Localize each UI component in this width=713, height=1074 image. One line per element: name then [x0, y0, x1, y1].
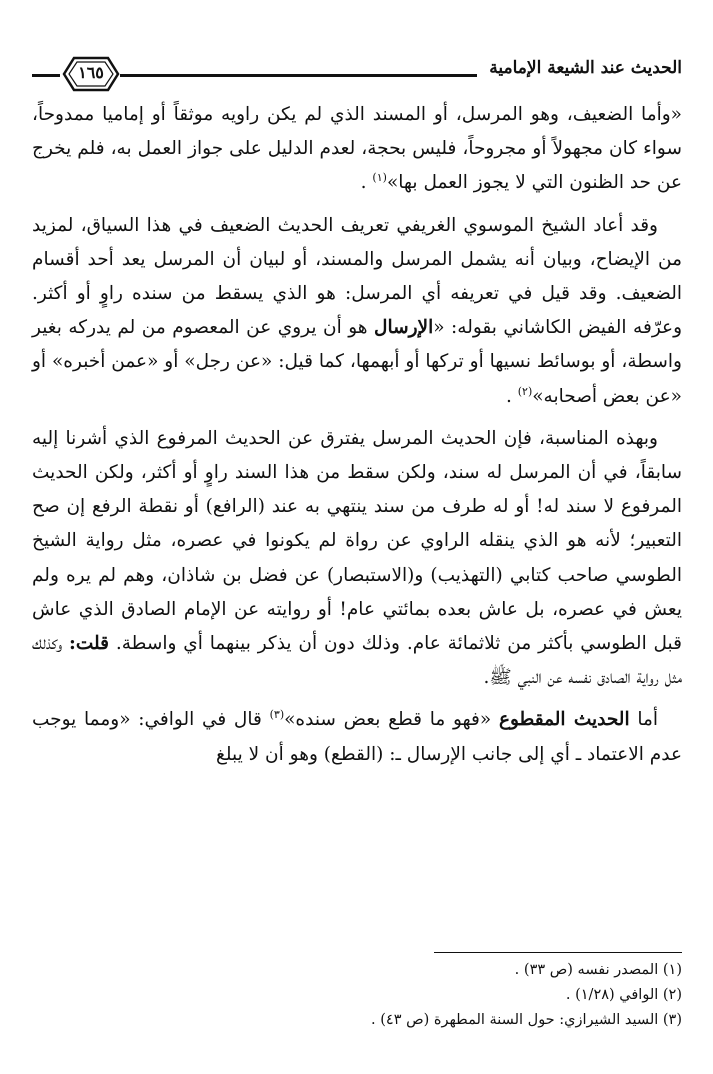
paragraph-text: وكذلك مثل رواية الصادق نفسه عن النبي ﷺ.	[32, 633, 682, 689]
footnote: (٢) الوافي (١/٢٨) .	[565, 987, 682, 1003]
paragraph-text: «فهو ما قطع بعض سنده»	[284, 709, 499, 731]
paragraph	[32, 209, 682, 414]
paragraph	[32, 422, 682, 696]
paragraph-text: وبهذه المناسبة، فإن الحديث المرسل يفترق عن الحديث المرفوع الذي أشرنا إليه سابقاً، في أن المرسل له سند، ولكن سقط من هذا السند راوٍ أو أكثر، ولكن الحديث المرفوع لا سند له! أو له طرف من سند ينتهي به عند (الرافع) أو نقطة الرفع إن صح التعبير؛ لأنه هو الذي ينقله الراوي عن رواة لم يكونوا في عصره، مثل رواية الشيخ الطوسي صاحب كتابي (التهذيب) و(الاستبصار) عن فضل بن شاذان، وهم لم يره ولم يعش في عصره، بل عاش بعده بمائتي عام! أو روايته عن الإمام الصادق الذي عاش قبل الطوسي بأكثر من ثلاثمائة عام. وذلك دون أن يذكر بينهما أي واسطة.	[32, 427, 682, 655]
paragraph-text: أما	[629, 709, 659, 731]
paragraph-text: وقد أعاد الشيخ الموسوي الغريفي تعريف الحديث الضعيف في هذا السياق، لمزيد من الإيضاح، وبيان أنه يشمل المرسل والمسند، أو لبيان أن المرسل يعد أحد أقسام الضعيف. وقد قيل في تعريفه أي المرسل: هو الذي يسقط من سنده راوٍ أو أكثر. وعرّفه الفيض الكاشاني بقوله: «	[32, 214, 682, 339]
header-rule	[120, 74, 477, 77]
footnote-marker: (٣)	[269, 708, 285, 722]
header-rule-left	[32, 74, 60, 77]
running-header	[32, 52, 682, 100]
footnotes	[32, 958, 682, 1033]
footnote: (٣) السيد الشيرازي: حول السنة المطهرة (ص ٤٣) .	[371, 1012, 682, 1028]
footnote: (١) المصدر نفسه (ص ٣٣) .	[514, 962, 682, 978]
page-number: ١٦٥	[78, 63, 104, 82]
page-number-ornament	[60, 54, 122, 94]
footnote-marker: (٢)	[517, 384, 533, 398]
bold-term: قلت:	[69, 633, 110, 655]
running-title: الحديث عند الشيعة الإمامية	[489, 58, 682, 78]
paragraph	[32, 703, 682, 771]
paragraph-text: .	[360, 172, 373, 194]
bold-term: الحديث المقطوع	[498, 709, 630, 731]
paragraph	[32, 98, 682, 201]
bold-term: الإرسال	[374, 317, 434, 339]
paragraph-text: .	[505, 385, 518, 407]
footnote-separator	[434, 952, 682, 953]
footnote-marker: (١)	[372, 171, 387, 185]
book-page	[32, 0, 682, 1074]
main-text	[32, 98, 682, 780]
paragraph-text: «وأما الضعيف، وهو المرسل، أو المسند الذي لم يكن راويه موثقاً أو إماميا ممدوحاً، سواء كان مجهولاً أو مجروحاً، فليس بحجة، لعدم الدليل على جواز العمل به، فلم يخرج عن حد الظنون التي لا يجوز العمل بها»	[32, 104, 682, 194]
paragraph-text: قال في الوافي: «ومما يوجب عدم الاعتماد ـ أي إلى جانب الإرسال ـ: (القطع) وهو أن لا يبلغ	[32, 709, 682, 765]
paragraph-text: هو أن يروي عن المعصوم من لم يدركه بغير واسطة، أو بوسائط نسيها أو تركها أو أبهمها، كما قيل: «عن رجل» أو «عمن أخبره» أو «عن بعض أصحابه»	[32, 317, 682, 407]
